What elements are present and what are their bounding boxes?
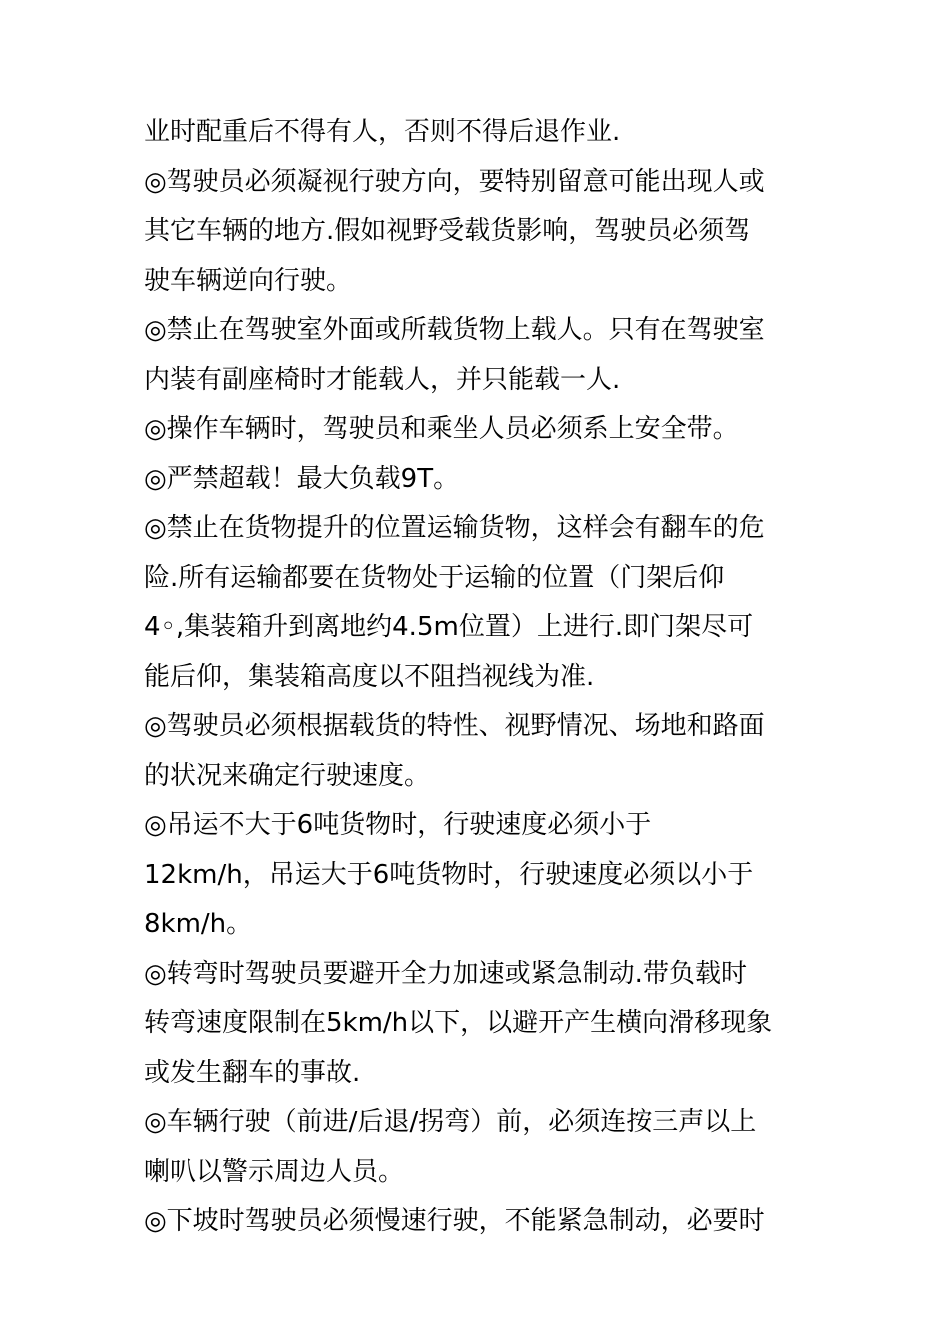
text-line: 险.所有运输都要在货物处于运输的位置（门架后仰: [144, 562, 725, 593]
text-line: 12km/h，吊运大于6吨货物时，行驶速度必须以小于: [144, 859, 754, 890]
text-line: ◎转弯时驾驶员要避开全力加速或紧急制动.带负载时: [144, 958, 747, 989]
text-line: 业时配重后不得有人，否则不得后退作业.: [144, 117, 621, 147]
text-line: 其它车辆的地方.假如视野受载货影响，驾驶员必须驾: [144, 216, 751, 246]
text-line: ◎驾驶员必须根据载货的特性、视野情况、场地和路面: [144, 711, 765, 741]
text-line: 转弯速度限制在5km/h以下，以避开产生横向滑移现象: [144, 1008, 773, 1038]
text-line: 4◦,集装箱升到离地约4.5m位置）上进行.即门架尽可: [144, 612, 754, 642]
text-line: ◎驾驶员必须凝视行驶方向，要特别留意可能出现人或: [144, 166, 765, 197]
text-line: ◎下坡时驾驶员必须慢速行驶，不能紧急制动，必要时: [144, 1206, 765, 1236]
document-body: [144, 108, 844, 1247]
text-line: ◎禁止在驾驶室外面或所载货物上载人。只有在驾驶室: [144, 315, 765, 345]
text-line: ◎严禁超载！最大负载9T。: [144, 463, 460, 494]
text-line: 的状况来确定行驶速度。: [144, 760, 431, 791]
text-line: ◎吊运不大于6吨货物时，行驶速度必须小于: [144, 810, 652, 840]
text-line: ◎车辆行驶（前进/后退/拐弯）前，必须连按三声以上: [144, 1107, 757, 1137]
text-line: ◎禁止在货物提升的位置运输货物，这样会有翻车的危: [144, 513, 765, 543]
text-line: 内装有副座椅时才能载人，并只能载一人.: [144, 364, 621, 395]
text-line: 驶车辆逆向行驶。: [144, 265, 353, 296]
text-line: ◎操作车辆时，驾驶员和乘坐人员必须系上安全带。: [144, 414, 739, 444]
text-line: 或发生翻车的事故.: [144, 1057, 361, 1088]
text-line: 能后仰，集装箱高度以不阻挡视线为准.: [144, 661, 595, 692]
text-line: 8km/h。: [144, 909, 253, 939]
text-line: 喇叭以警示周边人员。: [144, 1156, 405, 1187]
